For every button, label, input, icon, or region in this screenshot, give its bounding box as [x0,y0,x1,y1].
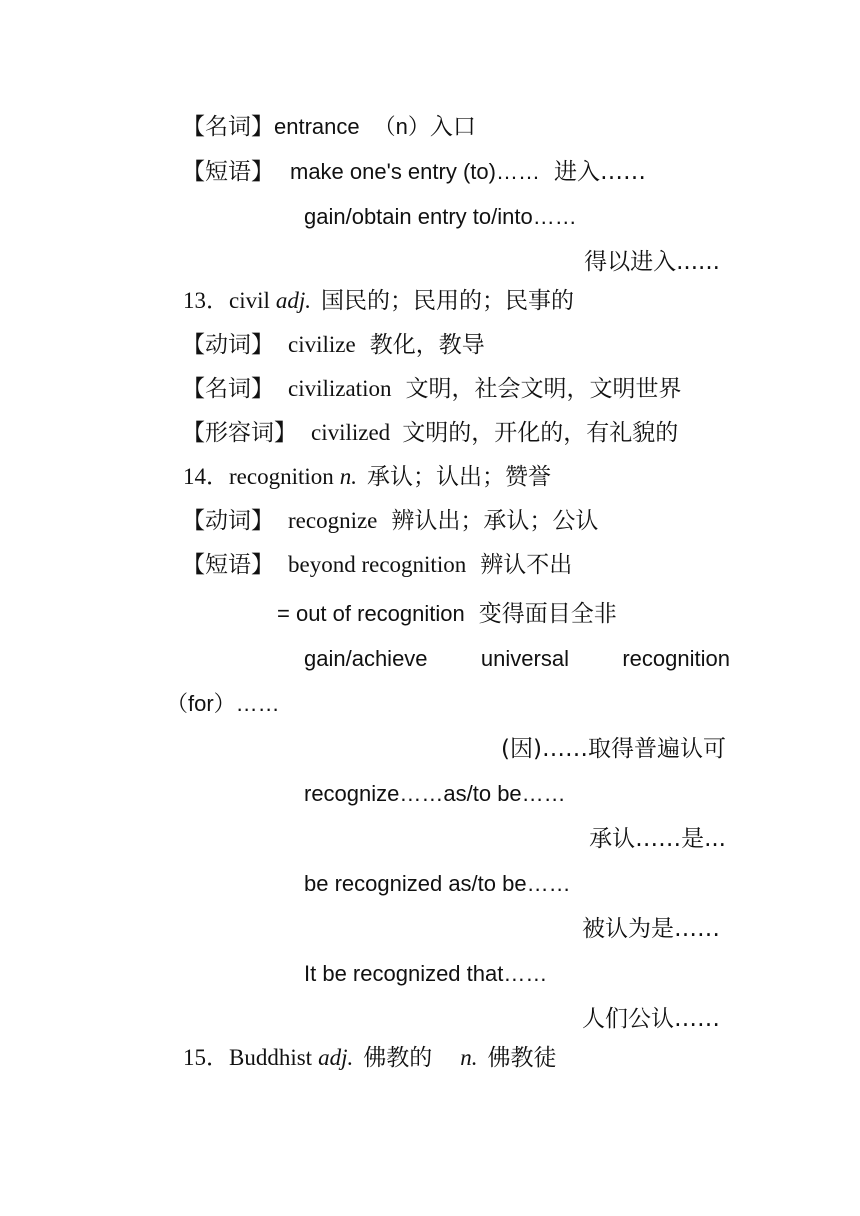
derived-word: civilization [288,376,392,401]
entry13-verb-line [182,330,485,360]
derived-word: recognize [288,508,378,533]
entry14-phrase-line-2 [304,644,730,674]
entry14-headword-line [183,462,551,492]
verb-tag: 【动词】 [182,332,274,358]
entry14-verb-line [182,506,598,536]
phrase-meaning: 辨认不出 [480,552,573,578]
noun-tag: 【名词】 [182,114,274,140]
meaning: 文明的，开化的，有礼貌的 [402,420,679,446]
adjective-tag: 【形容词】 [182,420,297,446]
meaning: 佛教的 [363,1045,433,1071]
part-of-speech: adj. [318,1045,354,1070]
entry14-phrase-line-5: It be recognized that…… [304,961,548,986]
meaning: 佛教徒 [487,1045,557,1071]
entry-number: 13． [183,288,229,313]
meaning: 教化，教导 [369,332,485,358]
headword-form: entrance [274,114,360,139]
verb-tag: 【动词】 [182,508,274,534]
entry14-phrase-line-1-alt [277,599,617,629]
entry13-headword-line [183,286,574,316]
entry14-phrase-line-2-cont: （for）…… [166,691,280,716]
noun-tag: 【名词】 [182,376,274,402]
part-of-speech: （n） [373,114,430,139]
phrase-tag: 【短语】 [182,159,274,185]
entry12-phrase-2-meaning: 得以进入...... [584,249,720,275]
part-of-speech: n. [460,1045,478,1070]
phrase-tag: 【短语】 [182,552,274,578]
entry12-phrase-line-1 [182,157,646,187]
phrase-meaning: 进入…… [553,159,646,185]
entry12-noun-line [182,112,476,142]
meaning: 国民的；民用的；民事的 [321,288,575,314]
phrase-word: universal [480,646,569,671]
headword: civil [229,288,270,313]
entry-number: 15． [183,1045,229,1070]
entry15-headword-line [183,1043,556,1073]
headword: Buddhist [229,1045,313,1070]
entry14-phrase-line-1 [182,550,572,580]
headword: recognition [229,464,334,489]
part-of-speech: adj. [275,288,312,313]
derived-word: civilize [288,332,356,357]
meaning: 文明，社会文明，文明世界 [405,376,682,402]
entry13-adj-line [182,418,678,448]
entry-number: 14． [183,464,229,489]
entry14-phrase-4-meaning: 被认为是…… [582,916,720,942]
meaning: 承认；认出；赞誉 [367,464,551,490]
entry12-phrase-line-2: gain/obtain entry to/into…… [304,204,577,229]
meaning: 入口 [429,114,476,140]
phrase: make one's entry (to)…… [290,159,540,184]
phrase-word: recognition [622,646,730,671]
entry14-phrase-line-3: recognize……as/to be…… [304,781,566,806]
entry14-phrase-line-4: be recognized as/to be…… [304,871,571,896]
part-of-speech: n. [339,464,357,489]
entry13-noun-line [182,374,681,404]
entry14-phrase-5-meaning: 人们公认…… [582,1006,720,1032]
derived-word: civilized [311,420,391,445]
phrase: = out of recognition [277,601,465,626]
phrase-meaning: 变得面目全非 [478,601,617,627]
entry14-phrase-2-meaning: (因)……取得普遍认可 [501,736,726,762]
meaning: 辨认出；承认；公认 [391,508,599,534]
phrase-word: gain/achieve [304,646,428,671]
phrase: beyond recognition [288,552,467,577]
entry14-phrase-3-meaning: 承认……是... [589,826,726,852]
